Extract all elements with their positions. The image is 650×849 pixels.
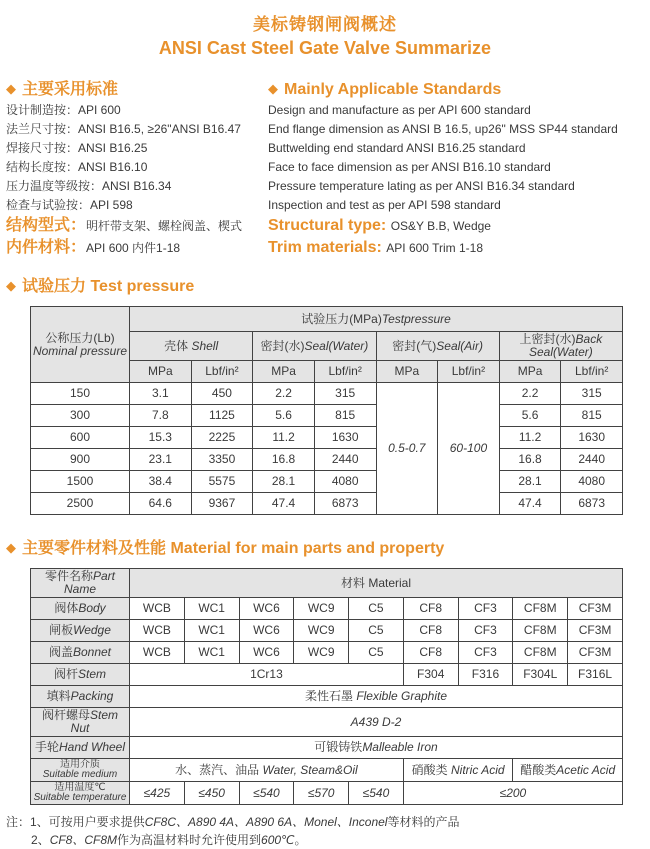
cell: 64.6: [130, 493, 192, 515]
structural-type-label-en: Structural type:: [268, 217, 387, 234]
diamond-icon: ◆: [6, 540, 16, 555]
medium-en: Water, Steam&Oil: [262, 762, 358, 777]
cell: WCB: [130, 642, 185, 664]
table-row: [31, 405, 623, 427]
cell: 16.8: [499, 449, 561, 471]
cell: CF3M: [568, 620, 623, 642]
cell: WC6: [239, 642, 294, 664]
page-title-en: ANSI Cast Steel Gate Valve Summarize: [158, 38, 492, 58]
part-name-zh: 零件名称: [44, 569, 93, 583]
cell: 4080: [314, 471, 376, 493]
shell-header-cell: [130, 332, 253, 361]
part-zh: 手轮: [34, 740, 59, 754]
cell: C5: [349, 620, 404, 642]
seal-water-en: Seal(Water): [304, 338, 369, 353]
part-cell: [31, 664, 130, 686]
cell: 11.2: [499, 427, 561, 449]
cell: 9367: [191, 493, 253, 515]
table-row: [31, 664, 623, 686]
cell: 7.8: [130, 405, 192, 427]
part-zh: 阀杆: [53, 667, 78, 681]
cell: CF8: [403, 642, 458, 664]
cell: 300: [31, 405, 130, 427]
cell: F316L: [568, 664, 623, 686]
part-zh: 阀盖: [48, 645, 73, 659]
note-1: [6, 813, 650, 831]
table-row: [31, 493, 623, 515]
cell: F304L: [513, 664, 568, 686]
temperature-cell: ≤570: [294, 782, 349, 805]
note-2: [31, 831, 650, 849]
seal-air-en: Seal(Air): [436, 338, 483, 353]
standards-heading-zh: [6, 78, 268, 101]
stem-material-cell: 1Cr13: [130, 664, 404, 686]
part-cell: [31, 708, 130, 737]
air-seal-mpa-cell: 0.5-0.7: [376, 383, 438, 515]
cell: 1630: [314, 427, 376, 449]
test-pressure-table: [30, 306, 623, 515]
shell-zh: 壳体: [164, 338, 192, 353]
cell: 450: [191, 383, 253, 405]
shell-en: Shell: [191, 338, 219, 353]
temperature-cell: ≤425: [130, 782, 185, 805]
back-seal-en: Back Seal(Water): [528, 332, 603, 359]
materials-heading-en: Material for main parts and property: [170, 540, 445, 557]
cell: 1125: [191, 405, 253, 427]
trim-materials-value-zh: API 600 内件1-18: [86, 241, 181, 255]
part-en: Bonnet: [72, 645, 112, 659]
temperature-cell: ≤200: [403, 782, 622, 805]
note-text: 600℃: [261, 833, 295, 847]
cell: 815: [561, 405, 623, 427]
part-zh: 适用温度℃: [54, 782, 106, 793]
cell: 315: [561, 383, 623, 405]
cell: WC9: [294, 642, 349, 664]
group-header-zh: 试验压力(MPa): [301, 311, 382, 326]
cell: 47.4: [499, 493, 561, 515]
standard-item: 焊接尺寸按：ANSI B16.25: [6, 141, 148, 155]
standard-item: 结构长度按：ANSI B16.10: [6, 160, 148, 174]
note-text: 作为高温材料时允许使用到: [117, 833, 262, 847]
standard-item: 设计制造按：API 600: [6, 103, 121, 117]
standard-item: Pressure temperature lating as per ANSI B16.34 standard: [268, 179, 575, 193]
standards-heading-zh-text: 主要采用标准: [22, 81, 119, 98]
cell: 315: [314, 383, 376, 405]
part-zh: 阀体: [54, 601, 79, 615]
cell: C5: [349, 598, 404, 620]
table-row: [31, 383, 623, 405]
standard-item: 检查与试验按：API 598: [6, 198, 133, 212]
test-pressure-heading-en: Test pressure: [90, 278, 195, 295]
temperature-cell: ≤540: [239, 782, 294, 805]
cell: CF8: [403, 620, 458, 642]
standard-item: Buttwelding end standard ANSI B16.25 standard: [268, 141, 526, 155]
seal-water-zh: 密封(水): [260, 338, 305, 353]
diamond-icon: ◆: [6, 81, 16, 96]
medium-zh: 醋酸类: [520, 762, 557, 777]
part-cell: [31, 598, 130, 620]
air-seal-lbf-cell: 60-100: [438, 383, 500, 515]
diamond-icon: ◆: [268, 81, 278, 96]
cell: 1500: [31, 471, 130, 493]
standards-section: [6, 78, 646, 259]
structural-type-row-zh: [6, 215, 268, 237]
cell: 815: [314, 405, 376, 427]
medium-en: Acetic Acid: [556, 762, 616, 777]
table-row: [31, 759, 623, 782]
unit-header-cell: MPa: [130, 361, 192, 383]
part-name-en: Part Name: [63, 569, 116, 596]
table-header-row: [31, 569, 623, 598]
medium-cell: [513, 759, 623, 782]
trim-materials-row-en: [268, 237, 646, 259]
material-header-cell: 材料 Material: [130, 569, 623, 598]
temperature-cell: ≤540: [349, 782, 404, 805]
stem-nut-material-cell: A439 D-2: [130, 708, 623, 737]
unit-header-cell: MPa: [376, 361, 438, 383]
medium-cell: [403, 759, 513, 782]
part-name-header-cell: [31, 569, 130, 598]
part-cell: [31, 759, 130, 782]
table-row: [31, 620, 623, 642]
page-title-block: [0, 0, 650, 60]
packing-value-en: Flexible Graphite: [356, 689, 448, 703]
trim-materials-row-zh: [6, 237, 268, 259]
cell: 4080: [561, 471, 623, 493]
standard-item: Design and manufacture as per API 600 standard: [268, 103, 531, 117]
test-pressure-group-header-cell: [130, 307, 623, 332]
trim-materials-value-en: API 600 Trim 1-18: [386, 241, 483, 255]
part-en: Suitable temperature: [33, 792, 127, 803]
cell: 1630: [561, 427, 623, 449]
part-en: Wedge: [73, 623, 111, 637]
cell: 38.4: [130, 471, 192, 493]
cell: 11.2: [253, 427, 315, 449]
test-pressure-heading-zh: 试验压力: [22, 278, 87, 295]
part-en: Packing: [70, 689, 114, 703]
temperature-cell: ≤450: [184, 782, 239, 805]
cell: CF8M: [513, 598, 568, 620]
cell: WC6: [239, 598, 294, 620]
table-row: [31, 708, 623, 737]
cell: 3350: [191, 449, 253, 471]
standard-item: Inspection and test as per API 598 standard: [268, 198, 501, 212]
note-text: CF8、CF8M: [49, 833, 118, 847]
group-header-en: Testpressure: [381, 311, 451, 326]
cell: 5575: [191, 471, 253, 493]
table-row: [31, 686, 623, 708]
cell: WC1: [184, 598, 239, 620]
materials-heading-zh: 主要零件材料及性能: [22, 540, 167, 557]
cell: WC1: [184, 620, 239, 642]
standards-column-en: [268, 78, 646, 259]
structural-type-value-en: OS&Y B.B, Wedge: [390, 219, 491, 233]
cell: 5.6: [253, 405, 315, 427]
cell: 2440: [314, 449, 376, 471]
test-pressure-heading: [6, 275, 650, 298]
part-en: Suitable medium: [42, 769, 118, 780]
hand-wheel-material-cell: [130, 737, 623, 759]
table-row: [31, 427, 623, 449]
part-zh: 填料: [46, 689, 71, 703]
standards-column-zh: [6, 78, 268, 259]
standards-heading-en: [268, 78, 646, 101]
cell: 5.6: [499, 405, 561, 427]
structural-type-row-en: [268, 215, 646, 237]
part-cell: [31, 782, 130, 805]
cell: CF8: [403, 598, 458, 620]
materials-table: [30, 568, 623, 805]
cell: 6873: [314, 493, 376, 515]
cell: 28.1: [499, 471, 561, 493]
seal-air-zh: 密封(气): [392, 338, 437, 353]
nominal-pressure-zh: 公称压力(Lb): [45, 330, 115, 345]
trim-materials-label-en: Trim materials:: [268, 239, 382, 256]
table-row: [31, 642, 623, 664]
cell: 2500: [31, 493, 130, 515]
standard-item: 压力温度等级按：ANSI B16.34: [6, 179, 172, 193]
cell: 28.1: [253, 471, 315, 493]
standard-item: End flange dimension as ANSI B 16.5, up26" MSS SP44 standard: [268, 122, 618, 136]
table-row: [31, 598, 623, 620]
table-row: [31, 471, 623, 493]
cell: 2.2: [253, 383, 315, 405]
part-en: Body: [78, 601, 106, 615]
hand-wheel-value-zh: 可锻铸铁: [314, 740, 363, 754]
table-row: [31, 737, 623, 759]
cell: CF8M: [513, 620, 568, 642]
cell: WCB: [130, 598, 185, 620]
note-text: CF8C、A890 4A、A890 6A、Monel、Inconel: [144, 815, 388, 829]
medium-zh: 硝酸类: [411, 762, 451, 777]
structural-type-value-zh: 明杆带支架、螺栓阀盖、楔式: [86, 219, 243, 233]
cell: CF3: [458, 620, 513, 642]
cell: C5: [349, 642, 404, 664]
page-title-zh: 美标铸钢闸阀概述: [253, 15, 397, 34]
structural-type-label-zh: 结构型式：: [6, 217, 87, 234]
part-cell: [31, 642, 130, 664]
seal-water-header-cell: [253, 332, 376, 361]
cell: WC9: [294, 598, 349, 620]
unit-header-cell: MPa: [499, 361, 561, 383]
back-seal-header-cell: [499, 332, 622, 361]
standard-item: Face to face dimension as per ANSI B16.10 standard: [268, 160, 551, 174]
cell: 2.2: [499, 383, 561, 405]
cell: 3.1: [130, 383, 192, 405]
table-header-row: [31, 307, 623, 332]
cell: WCB: [130, 620, 185, 642]
footnotes: [6, 813, 650, 849]
cell: CF3M: [568, 642, 623, 664]
cell: WC1: [184, 642, 239, 664]
materials-heading: [6, 537, 650, 560]
medium-en: Nitric Acid: [450, 762, 505, 777]
unit-header-cell: MPa: [253, 361, 315, 383]
part-zh: 适用介质: [60, 759, 100, 770]
packing-material-cell: [130, 686, 623, 708]
cell: CF8M: [513, 642, 568, 664]
part-cell: [31, 620, 130, 642]
part-zh: 阀杆螺母: [41, 708, 90, 722]
unit-header-cell: Lbf/in²: [561, 361, 623, 383]
cell: F304: [403, 664, 458, 686]
unit-header-cell: Lbf/in²: [438, 361, 500, 383]
seal-air-header-cell: [376, 332, 499, 361]
cell: WC9: [294, 620, 349, 642]
unit-header-cell: Lbf/in²: [314, 361, 376, 383]
cell: 6873: [561, 493, 623, 515]
cell: 23.1: [130, 449, 192, 471]
note-text: 2、: [31, 833, 50, 847]
cell: 47.4: [253, 493, 315, 515]
note-text: 。: [294, 833, 307, 847]
part-cell: [31, 686, 130, 708]
cell: CF3: [458, 598, 513, 620]
note-text: 等材料的产品: [387, 815, 460, 829]
table-row: [31, 782, 623, 805]
nominal-pressure-header-cell: [31, 307, 130, 383]
standards-heading-en-text: Mainly Applicable Standards: [284, 81, 502, 98]
table-row: [31, 449, 623, 471]
standard-item: 法兰尺寸按：ANSI B16.5, ≥26"ANSI B16.47: [6, 122, 241, 136]
part-en: Hand Wheel: [58, 740, 126, 754]
cell: CF3: [458, 642, 513, 664]
cell: WC6: [239, 620, 294, 642]
medium-zh: 水、蒸汽、油品: [175, 762, 263, 777]
hand-wheel-value-en: Malleable Iron: [362, 740, 438, 754]
cell: 15.3: [130, 427, 192, 449]
cell: 900: [31, 449, 130, 471]
diamond-icon: ◆: [6, 278, 16, 293]
cell: 16.8: [253, 449, 315, 471]
part-cell: [31, 737, 130, 759]
cell: CF3M: [568, 598, 623, 620]
trim-materials-label-zh: 内件材料：: [6, 239, 87, 256]
back-seal-zh: 上密封(水): [519, 332, 576, 346]
unit-header-cell: Lbf/in²: [191, 361, 253, 383]
note-text: 注：1、可按用户要求提供: [6, 815, 145, 829]
part-en: Stem: [78, 667, 107, 681]
cell: 2225: [191, 427, 253, 449]
packing-value-zh: 柔性石墨: [304, 689, 357, 703]
cell: 600: [31, 427, 130, 449]
medium-cell: [130, 759, 404, 782]
cell: F316: [458, 664, 513, 686]
part-en: Stem Nut: [70, 708, 119, 735]
part-zh: 闸板: [49, 623, 74, 637]
cell: 150: [31, 383, 130, 405]
nominal-pressure-en: Nominal pressure: [32, 343, 128, 358]
cell: 2440: [561, 449, 623, 471]
